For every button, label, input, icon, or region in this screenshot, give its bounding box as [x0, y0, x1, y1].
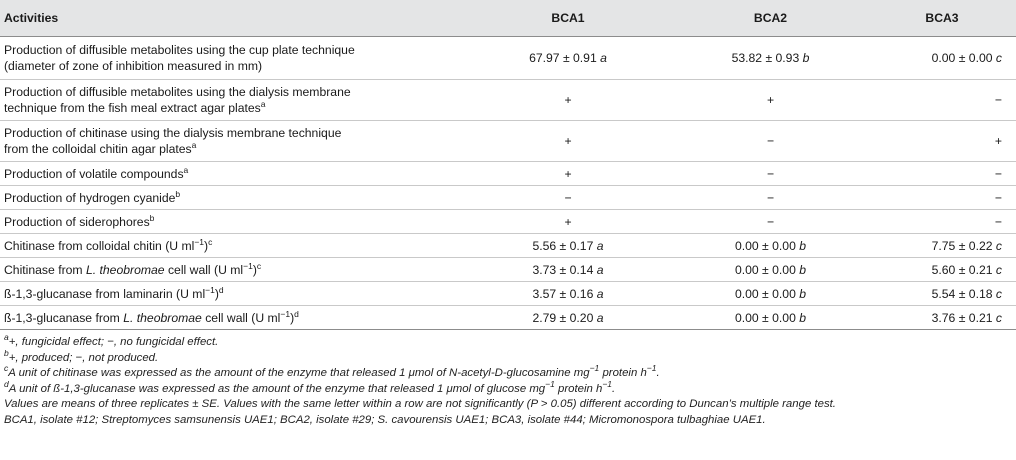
bca3-cell: − [868, 186, 1016, 210]
activity-cell: ß-1,3-glucanase from laminarin (U $ml^{-1})^d$ [0, 282, 463, 306]
header-bca1: BCA1 [463, 0, 673, 37]
table-row [0, 210, 1016, 234]
bca3-cell: 0.00 ± 0.00 c [868, 37, 1016, 80]
table-row [0, 186, 1016, 210]
bca2-cell: − [673, 162, 868, 186]
table-row [0, 162, 1016, 186]
bca3-cell: 7.75 ± 0.22 c [868, 234, 1016, 258]
bca1-cell: 3.57 ± 0.16 a [463, 282, 673, 306]
bca3-cell: 5.54 ± 0.18 c [868, 282, 1016, 306]
table-row [0, 234, 1016, 258]
activity-cell: Production of chitinase using the dialysis membrane technique from the colloidal chitin agar plates$^a$ [0, 121, 463, 162]
header-row [0, 0, 1016, 37]
bca1-cell: 3.73 ± 0.14 a [463, 258, 673, 282]
activity-cell: Production of volatile compounds$^a$ [0, 162, 463, 186]
bca1-cell: 67.97 ± 0.91 a [463, 37, 673, 80]
bca1-cell: 2.79 ± 0.20 a [463, 306, 673, 330]
activity-cell: Chitinase from L. theobromae cell wall (U $ml^{-1})^c$ [0, 258, 463, 282]
footnote-c: $^c$A unit of chitinase was expressed as the amount of the enzyme that released 1 μmol of N-acetyl-D-glucosamine $mg^{-1}$ protein $h^{-1}$. [4, 363, 660, 380]
table-row [0, 258, 1016, 282]
activity-cell: Production of siderophores$^b$ [0, 210, 463, 234]
bca2-cell: 53.82 ± 0.93 b [673, 37, 868, 80]
isolates-note: BCA1, isolate #12; Streptomyces samsunensis UAE1; BCA2, isolate #29; S. cavourensis UAE1; BCA3, isolate #44; Micromonospora tulbaghiae UAE1. [4, 413, 766, 426]
activity-cell: Production of diffusible metabolites using the dialysis membrane technique from the fish meal extract agar plates$^a$ [0, 80, 463, 121]
bca1-cell: + [463, 80, 673, 121]
header-bca3: BCA3 [868, 0, 1016, 37]
bca3-cell: 5.60 ± 0.21 c [868, 258, 1016, 282]
values-note: Values are means of three replicates ± SE. Values with the same letter within a row are not significantly (P > 0.05) different according to Duncan’s multiple range test. [4, 398, 836, 411]
bca2-cell: 0.00 ± 0.00 b [673, 258, 868, 282]
bca3-cell: − [868, 80, 1016, 121]
bca2-cell: 0.00 ± 0.00 b [673, 306, 868, 330]
bca2-cell: − [673, 121, 868, 162]
footnote-d: $^d$A unit of ß-1,3-glucanase was expressed as the amount of the enzyme that released 1 μmol of glucose $mg^{-1}$ protein $h^{-1}$. [4, 378, 616, 395]
bca2-cell: 0.00 ± 0.00 b [673, 282, 868, 306]
bca3-cell: − [868, 162, 1016, 186]
table-row [0, 282, 1016, 306]
bca2-cell: 0.00 ± 0.00 b [673, 234, 868, 258]
activity-cell: Production of hydrogen cyanide$^b$ [0, 186, 463, 210]
activity-cell: Chitinase from colloidal chitin (U $ml^{-1})^c$ [0, 234, 463, 258]
bca1-cell: 5.56 ± 0.17 a [463, 234, 673, 258]
bca3-cell: + [868, 121, 1016, 162]
bca1-cell: − [463, 186, 673, 210]
bca1-cell: + [463, 162, 673, 186]
bca3-cell: 3.76 ± 0.21 c [868, 306, 1016, 330]
bca2-cell: − [673, 186, 868, 210]
bca2-cell: − [673, 210, 868, 234]
bca1-cell: + [463, 121, 673, 162]
footnote-a: $^a$+, fungicidal effect; −, no fungicidal effect. [4, 332, 219, 348]
footnote-b: $^b$+, produced; −, not produced. [4, 347, 159, 364]
table-footnotes [0, 330, 1016, 429]
bca3-cell: − [868, 210, 1016, 234]
table-row [0, 306, 1016, 330]
table-row [0, 80, 1016, 121]
header-bca2: BCA2 [673, 0, 868, 37]
table-row [0, 121, 1016, 162]
activity-cell: ß-1,3-glucanase from L. theobromae cell wall (U $ml^{-1})^d$ [0, 306, 463, 330]
header-activities: Activities [0, 0, 463, 37]
table-row [0, 37, 1016, 80]
activity-cell: Production of diffusible metabolites using the cup plate technique (diameter of zone of inhibition measured in mm) [0, 37, 463, 80]
bca2-cell: + [673, 80, 868, 121]
bca1-cell: + [463, 210, 673, 234]
